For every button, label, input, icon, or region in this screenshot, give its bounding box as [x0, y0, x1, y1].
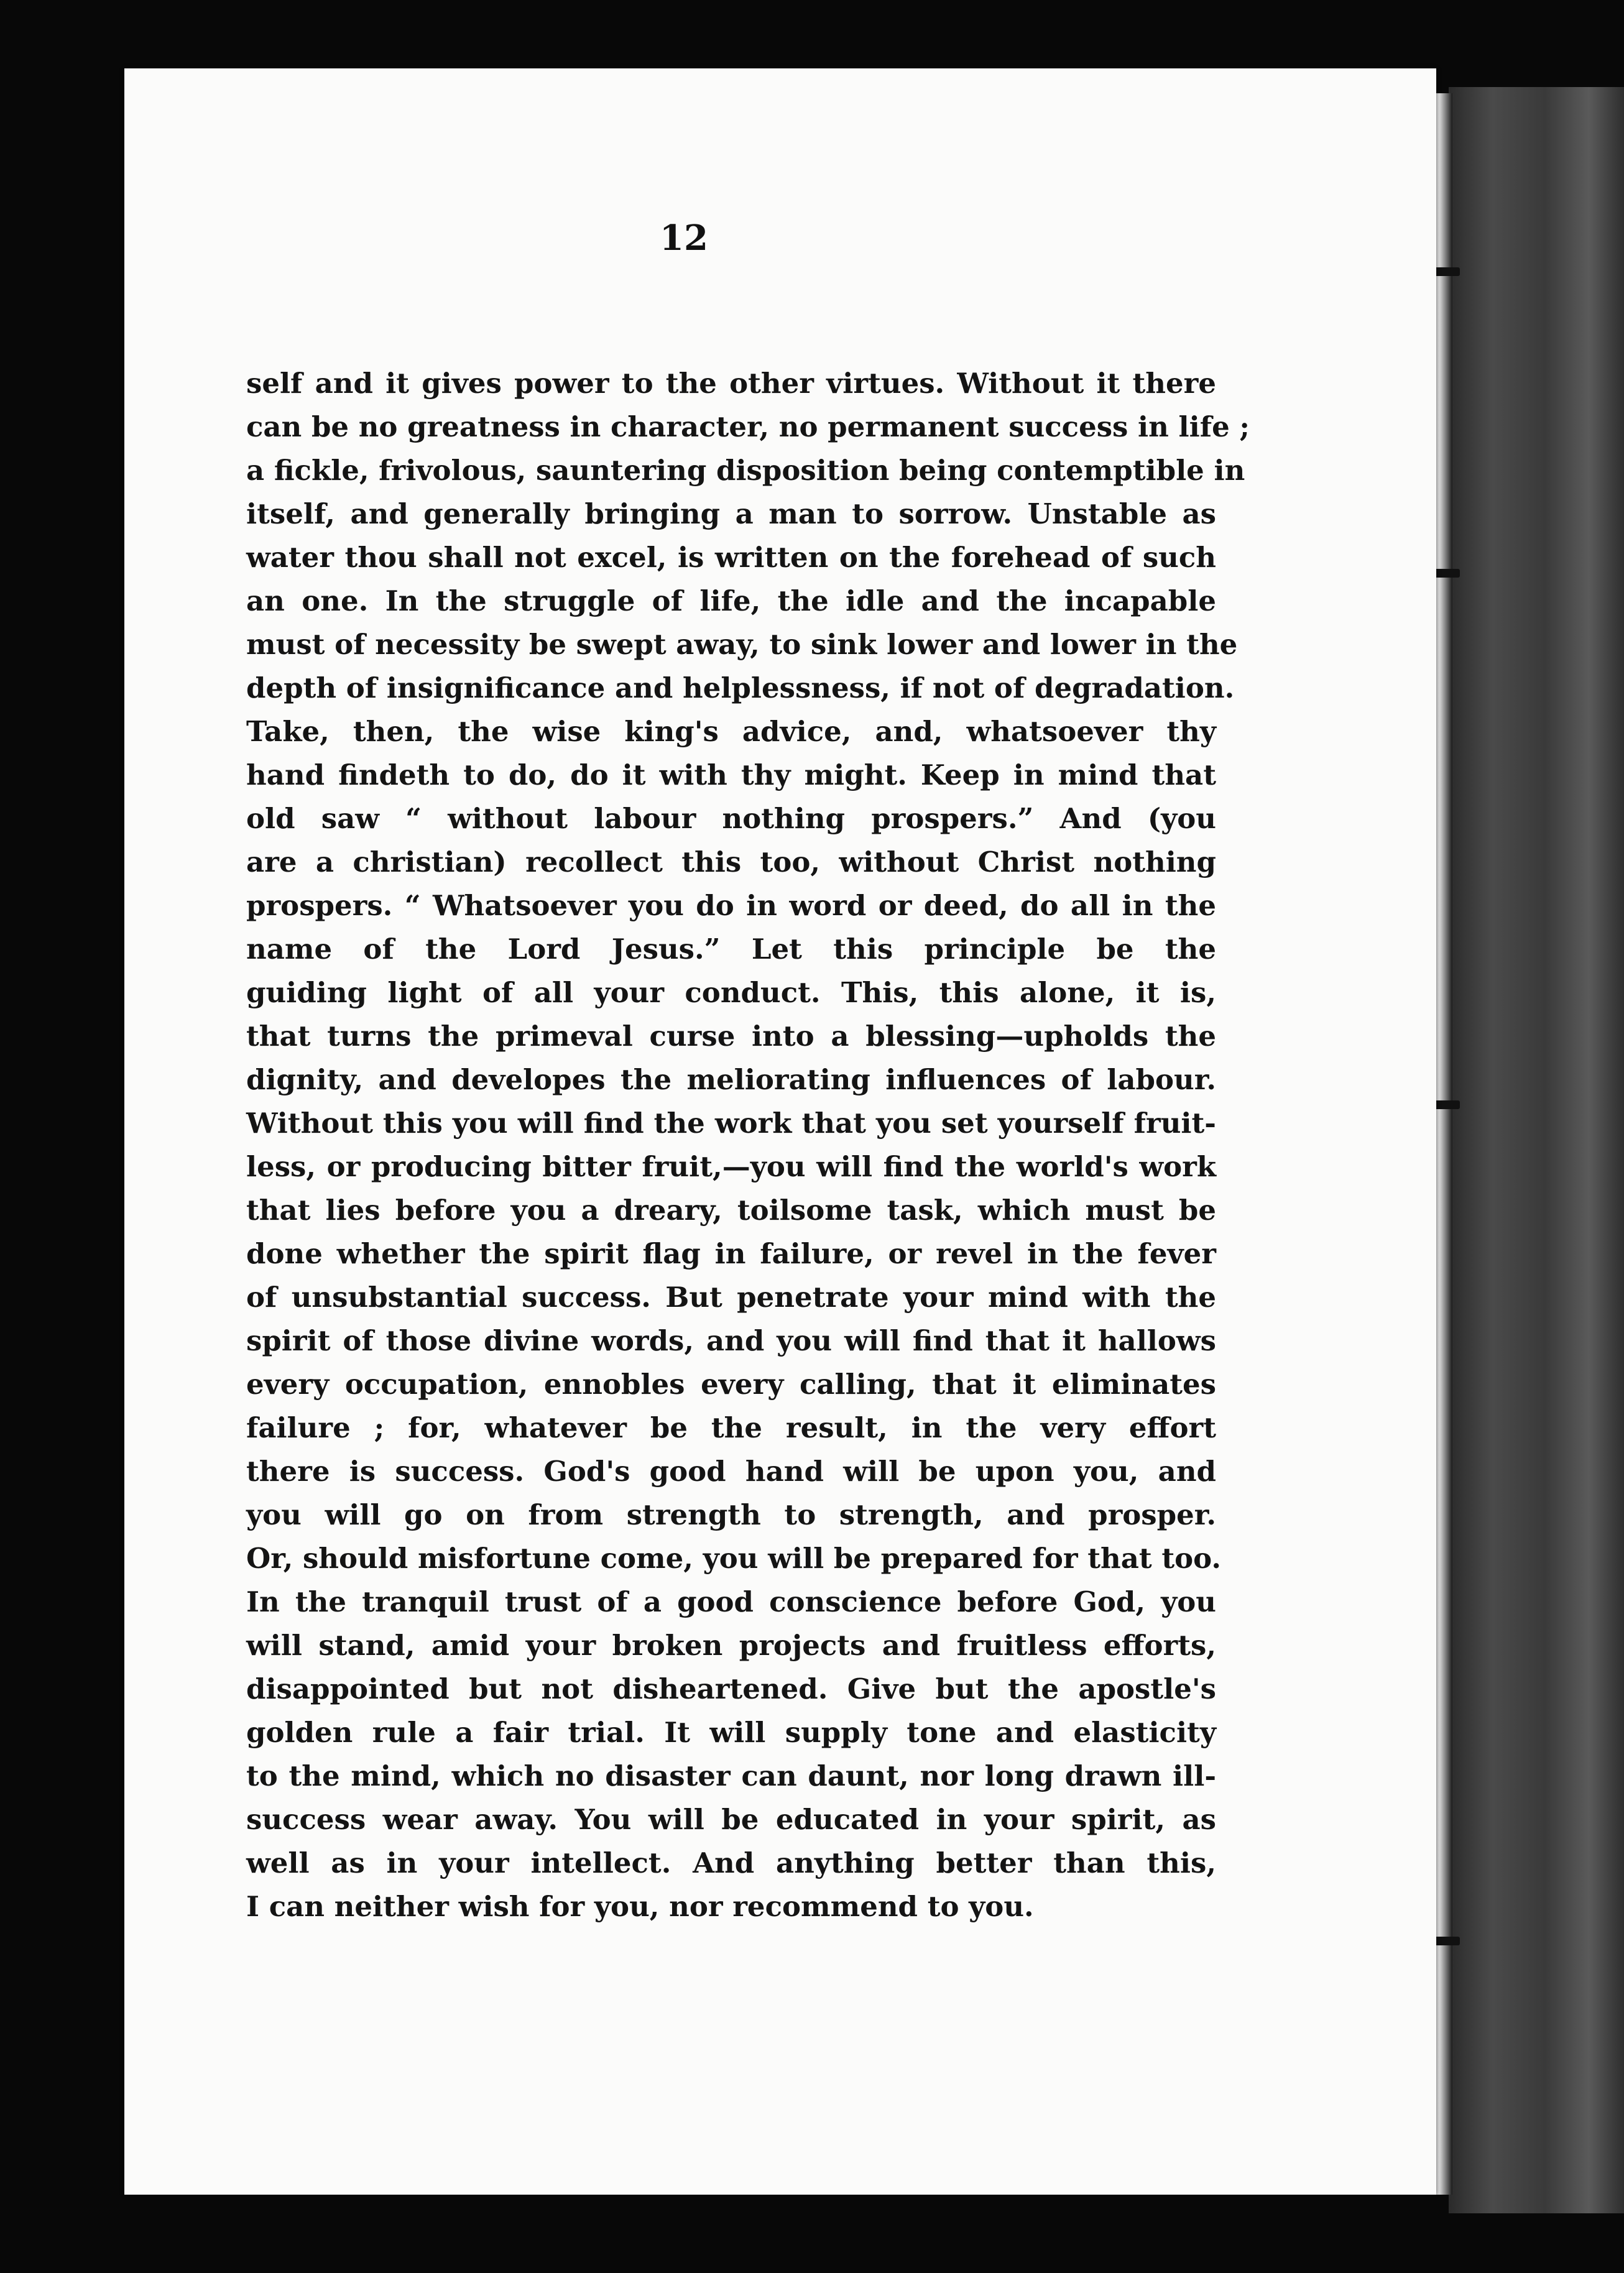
text-line: less, or producing bitter fruit,—you will find the world's work — [246, 1150, 1216, 1183]
text-line: that lies before you a dreary, toilsome task, which must be — [246, 1194, 1216, 1227]
text-line: success wear away. You will be educated in your spirit, as — [246, 1803, 1216, 1836]
text-line: guiding light of all your conduct. This, this alone, it is, — [246, 976, 1216, 1009]
text-line: disappointed but not disheartened. Give but the apostle's — [246, 1672, 1216, 1705]
text-line: Or, should misfortune come, you will be prepared for that too. — [246, 1542, 1222, 1575]
text-line: an one. In the struggle of life, the idle and the incapable — [246, 584, 1216, 617]
text-line: golden rule a fair trial. It will supply tone and elasticity — [246, 1716, 1216, 1749]
text-line: Without this you will find the work that you set yourself fruit- — [246, 1107, 1216, 1140]
text-line: name of the Lord Jesus.” Let this principle be the — [246, 933, 1216, 966]
text-line: that turns the primeval curse into a blessing—upholds the — [246, 1020, 1216, 1053]
text-line: old saw “ without labour nothing prospers.” And (you — [246, 802, 1216, 835]
text-line: water thou shall not excel, is written on the forehead of such — [246, 541, 1216, 574]
text-line: can be no greatness in character, no permanent success in life ; — [246, 410, 1250, 443]
text-line: dignity, and developes the meliorating influences of labour. — [246, 1063, 1216, 1096]
text-line: must of necessity be swept away, to sink lower and lower in the — [246, 628, 1238, 661]
text-line: are a christian) recollect this too, without Christ nothing — [246, 846, 1216, 878]
text-line: of unsubstantial success. But penetrate your mind with the — [246, 1281, 1216, 1314]
text-line: self and it gives power to the other virtues. Without it there — [246, 367, 1216, 400]
text-line: I can neither wish for you, nor recommend to you. — [246, 1890, 1034, 1923]
text-line: itself, and generally bringing a man to sorrow. Unstable as — [246, 497, 1216, 530]
text-line: hand findeth to do, do it with thy might. Keep in mind that — [246, 758, 1216, 791]
page-number: 12 — [660, 218, 708, 259]
text-line: In the tranquil trust of a good conscience before God, you — [246, 1585, 1216, 1618]
text-line: Take, then, the wise king's advice, and, whatsoever thy — [246, 715, 1216, 748]
page-body-text — [246, 362, 1250, 1929]
text-line: done whether the spirit flag in failure, or revel in the fever — [246, 1237, 1216, 1270]
text-line: to the mind, which no disaster can daunt, nor long drawn ill- — [246, 1759, 1216, 1792]
text-line: every occupation, ennobles every calling, that it eliminates — [246, 1368, 1216, 1401]
text-line: a fickle, frivolous, sauntering disposition being contemptible in — [246, 454, 1245, 487]
text-line: will stand, amid your broken projects and fruitless efforts, — [246, 1629, 1216, 1662]
text-line: well as in your intellect. And anything better than this, — [246, 1847, 1216, 1879]
text-line: you will go on from strength to strength, and prosper. — [246, 1498, 1216, 1531]
text-line: prospers. “ Whatsoever you do in word or deed, do all in the — [246, 889, 1216, 922]
text-line: there is success. God's good hand will be upon you, and — [246, 1455, 1216, 1488]
text-line: depth of insignificance and helplessness, if not of degradation. — [246, 671, 1235, 704]
text-line: spirit of those divine words, and you will find that it hallows — [246, 1324, 1216, 1357]
text-line: failure ; for, whatever be the result, in the very effort — [246, 1411, 1216, 1444]
book-spine — [1449, 87, 1624, 2213]
